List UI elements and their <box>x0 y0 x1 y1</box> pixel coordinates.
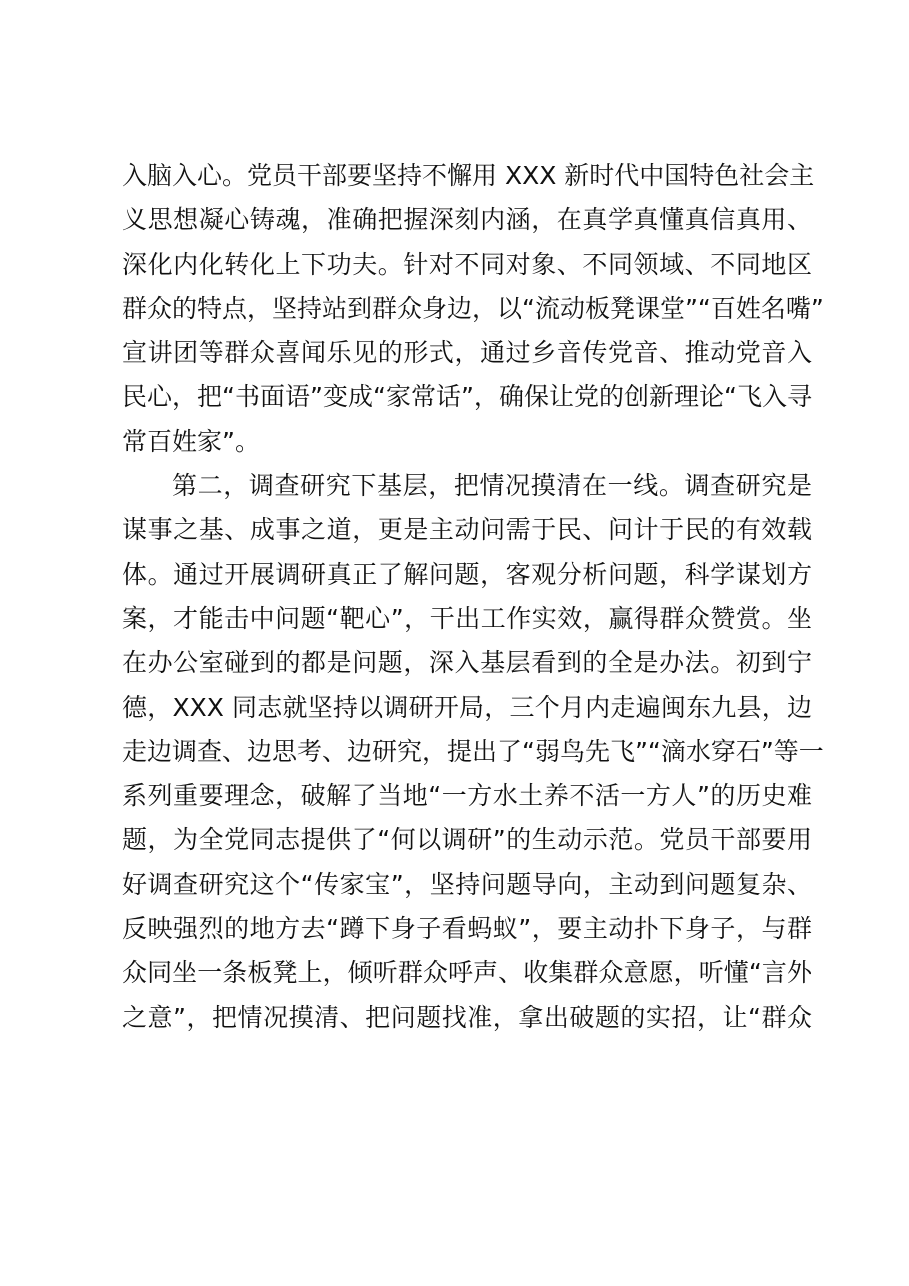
text-line: 在办公室碰到的都是问题，深入基层看到的全是办法。初到宁 <box>122 648 812 678</box>
text-line: 德，XXX 同志就坚持以调研开局，三个月内走遍闽东九县，边 <box>122 692 812 722</box>
text-line: 体。通过开展调研真正了解问题，客观分析问题，科学谋划方 <box>122 559 812 589</box>
paragraph-heading-line: 第二，调查研究下基层，把情况摸清在一线。调查研究是 <box>172 471 812 501</box>
paragraph-end-line: 常百姓家”。 <box>122 426 260 456</box>
text-line: 走边调查、边思考、边研究，提出了“弱鸟先飞”“滴水穿石”等一 <box>122 736 824 766</box>
text-line: 群众的特点，坚持站到群众身边，以“流动板凳课堂”“百姓名嘴” <box>122 293 824 323</box>
text-line: 民心，把“书面语”变成“家常话”，确保让党的创新理论“飞入寻 <box>122 382 812 412</box>
text-line: 入脑入心。党员干部要坚持不懈用 XXX 新时代中国特色社会主 <box>122 161 815 190</box>
text-line: 义思想凝心铸魂，准确把握深刻内涵，在真学真懂真信真用、 <box>122 205 812 235</box>
text-line: 之意”，把情况摸清、把问题找准，拿出破题的实招，让“群众 <box>122 1002 812 1032</box>
text-line: 案，才能击中问题“靶心”，干出工作实效，赢得群众赞赏。坐 <box>122 603 812 633</box>
text-line: 系列重要理念，破解了当地“一方水土养不活一方人”的历史难 <box>122 781 812 811</box>
text-line: 好调查研究这个“传家宝”，坚持问题导向，主动到问题复杂、 <box>122 869 812 899</box>
text-line: 反映强烈的地方去“蹲下身子看蚂蚁”，要主动扑下身子，与群 <box>122 914 812 944</box>
text-line: 宣讲团等群众喜闻乐见的形式，通过乡音传党音、推动党音入 <box>122 338 812 368</box>
body-text <box>122 154 824 1040</box>
text-line: 众同坐一条板凳上，倾听群众呼声、收集群众意愿，听懂“言外 <box>122 958 812 988</box>
text-line: 题，为全党同志提供了“何以调研”的生动示范。党员干部要用 <box>122 825 812 855</box>
text-line: 深化内化转化上下功夫。针对不同对象、不同领域、不同地区 <box>122 249 812 279</box>
text-line: 谋事之基、成事之道，更是主动问需于民、问计于民的有效载 <box>122 515 812 545</box>
